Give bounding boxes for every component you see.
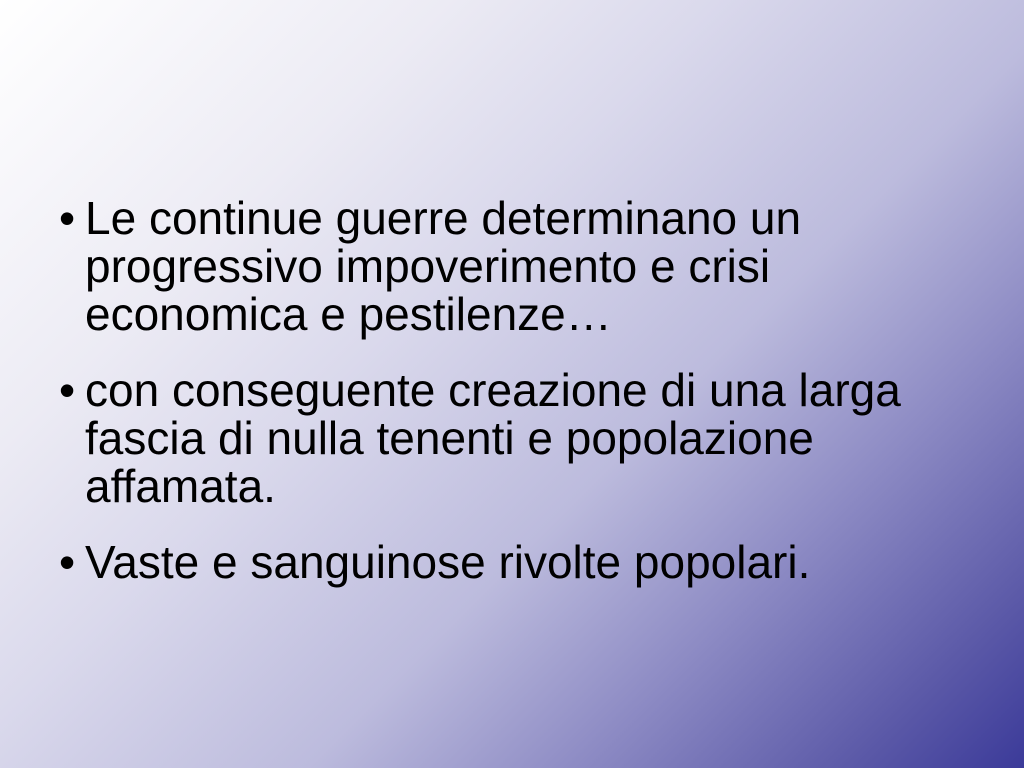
bullet-item: [59, 366, 919, 510]
bullet-item: [59, 538, 919, 586]
bullet-list: [59, 194, 919, 614]
bullet-item: [59, 194, 919, 338]
bullet-text: Vaste e sanguinose rivolte popolari.: [85, 536, 811, 588]
bullet-text: Le continue guerre determinano un progressivo impoverimento e crisi economica e pestilenze…: [85, 192, 802, 340]
bullet-icon: •: [59, 364, 76, 416]
bullet-text: con conseguente creazione di una larga fascia di nulla tenenti e popolazione affamata.: [85, 364, 901, 512]
bullet-icon: •: [59, 192, 76, 244]
bullet-icon: •: [59, 536, 76, 588]
